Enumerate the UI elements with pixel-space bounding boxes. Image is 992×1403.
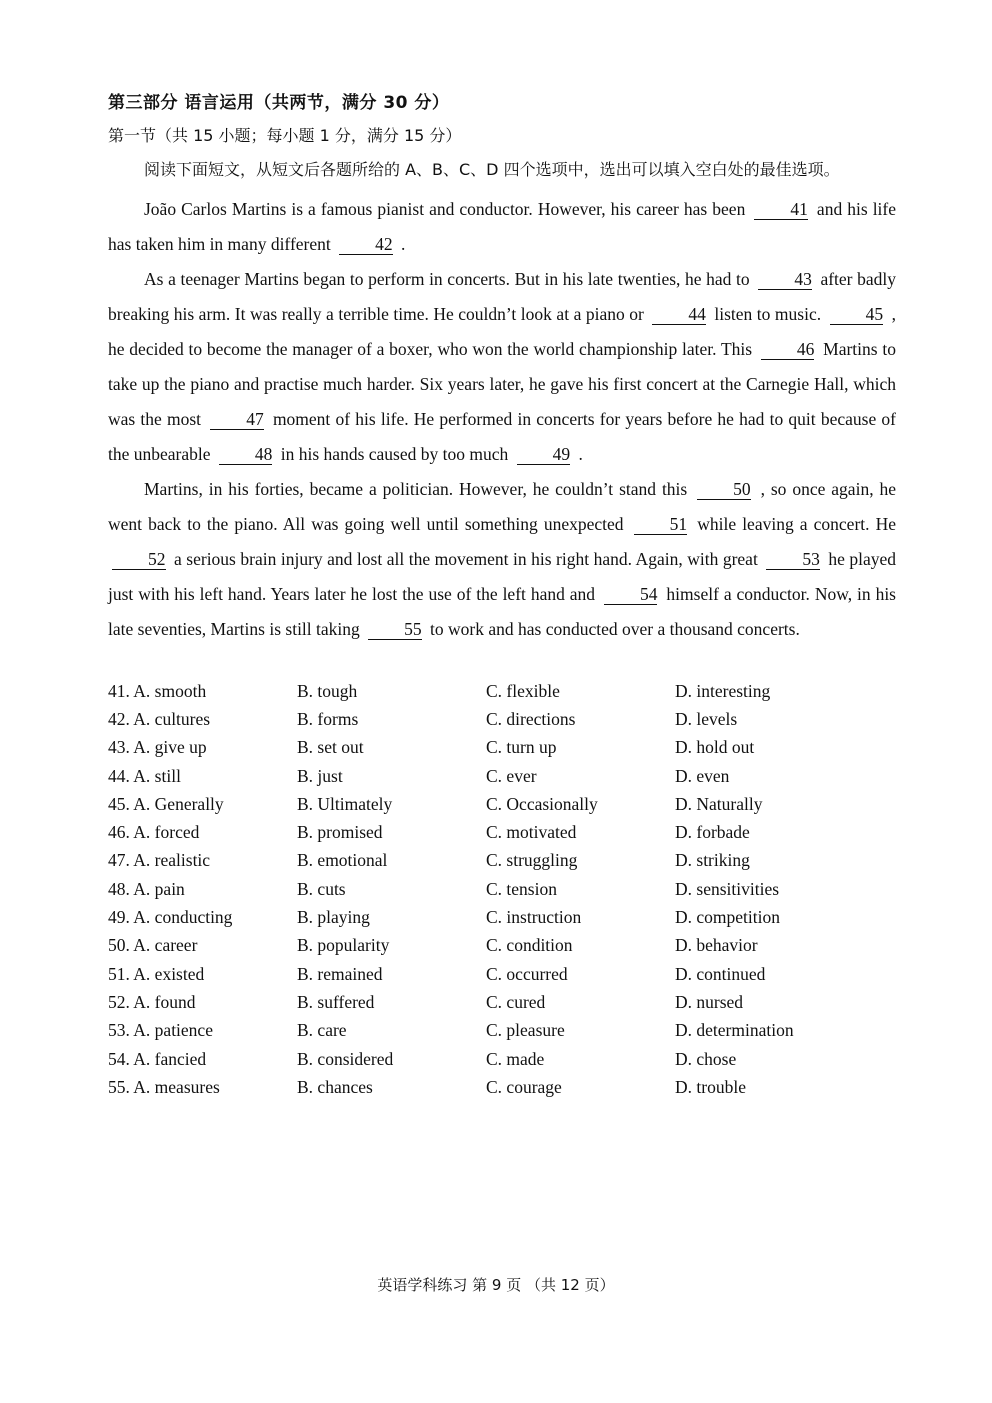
blank-55: 55 xyxy=(368,619,422,640)
option-c: C. flexible xyxy=(486,680,560,701)
option-a: 50. A. career xyxy=(108,935,198,956)
option-c: C. struggling xyxy=(486,850,578,871)
option-row xyxy=(108,1017,896,1045)
passage-text: he played just with his left hand. Years later he lost the use of the left hand and xyxy=(108,549,897,604)
option-a: 51. A. existed xyxy=(108,963,205,984)
option-b: B. playing xyxy=(297,907,370,928)
option-d: D. continued xyxy=(675,963,766,984)
option-b: B. promised xyxy=(297,822,383,843)
option-b: B. forms xyxy=(297,708,359,729)
option-row xyxy=(108,677,896,705)
option-a: 55. A. measures xyxy=(108,1076,220,1097)
option-row xyxy=(108,988,896,1016)
option-row xyxy=(108,790,896,818)
option-a: 49. A. conducting xyxy=(108,907,233,928)
passage-text: and his life has taken him in many different xyxy=(108,199,897,254)
option-c: C. turn up xyxy=(486,737,557,758)
option-a: 48. A. pain xyxy=(108,878,185,899)
option-c: C. ever xyxy=(486,765,537,786)
blank-50: 50 xyxy=(697,479,751,500)
option-a: 44. A. still xyxy=(108,765,181,786)
passage-text: . xyxy=(401,234,406,254)
passage-text: Martins, in his forties, became a politician. However, he couldn’t stand this xyxy=(144,479,688,499)
option-c: C. made xyxy=(486,1048,545,1069)
passage-text: a serious brain injury and lost all the movement in his right hand. Again, with great xyxy=(174,549,758,569)
option-b: B. suffered xyxy=(297,991,375,1012)
section-title: 第三部分 语言运用（共两节，满分 30 分） xyxy=(108,93,450,113)
exam-page xyxy=(108,88,896,1101)
blank-47: 47 xyxy=(210,409,264,430)
option-b: B. popularity xyxy=(297,935,390,956)
option-a: 54. A. fancied xyxy=(108,1048,207,1069)
option-c: C. tension xyxy=(486,878,557,899)
passage-text: to work and has conducted over a thousand concerts. xyxy=(430,619,800,639)
option-c: C. instruction xyxy=(486,907,582,928)
option-row xyxy=(108,818,896,846)
option-d: D. striking xyxy=(675,850,750,871)
option-b: B. considered xyxy=(297,1048,394,1069)
blank-41: 41 xyxy=(754,199,808,220)
blank-45: 45 xyxy=(830,304,884,325)
option-b: B. tough xyxy=(297,680,358,701)
blank-44: 44 xyxy=(652,304,706,325)
blank-52: 52 xyxy=(112,549,166,570)
option-c: C. Occasionally xyxy=(486,793,598,814)
option-d: D. levels xyxy=(675,708,738,729)
option-row xyxy=(108,875,896,903)
blank-48: 48 xyxy=(219,444,273,465)
option-row xyxy=(108,734,896,762)
option-b: B. care xyxy=(297,1020,347,1041)
passage-paragraph-2 xyxy=(108,262,896,472)
option-c: C. cured xyxy=(486,991,546,1012)
option-a: 45. A. Generally xyxy=(108,793,224,814)
option-b: B. cuts xyxy=(297,878,346,899)
blank-49: 49 xyxy=(517,444,571,465)
blank-54: 54 xyxy=(604,584,658,605)
option-row xyxy=(108,932,896,960)
option-a: 52. A. found xyxy=(108,991,196,1012)
blank-51: 51 xyxy=(634,514,688,535)
option-a: 41. A. smooth xyxy=(108,680,207,701)
option-row xyxy=(108,960,896,988)
option-d: D. interesting xyxy=(675,680,771,701)
passage-text: listen to music. xyxy=(714,304,822,324)
option-b: B. Ultimately xyxy=(297,793,393,814)
passage-text: in his hands caused by too much xyxy=(280,444,509,464)
instructions: 阅读下面短文，从短文后各题所给的 A、B、C、D 四个选项中，选出可以填入空白处的最佳选项。 xyxy=(144,160,840,179)
option-c: C. motivated xyxy=(486,822,577,843)
option-d: D. trouble xyxy=(675,1076,746,1097)
option-d: D. determination xyxy=(675,1020,794,1041)
answer-options xyxy=(108,677,896,1101)
option-c: C. pleasure xyxy=(486,1020,565,1041)
subsection-title: 第一节（共 15 小题；每小题 1 分，满分 15 分） xyxy=(108,126,462,145)
option-a: 47. A. realistic xyxy=(108,850,211,871)
option-a: 46. A. forced xyxy=(108,822,200,843)
passage-text: moment of his life. He performed in concerts for years before he had to quit because of the unbearable xyxy=(108,409,896,464)
passage-text: Martins to take up the piano and practise much harder. Six years later, he gave his first concert at the Carnegie Hall, which was the most xyxy=(108,339,896,429)
passage-text: João Carlos Martins is a famous pianist and conductor. However, his career has been xyxy=(144,199,746,219)
blank-42: 42 xyxy=(339,234,393,255)
option-row xyxy=(108,1073,896,1101)
blank-43: 43 xyxy=(758,269,812,290)
option-row xyxy=(108,705,896,733)
option-c: C. occurred xyxy=(486,963,568,984)
option-d: D. Naturally xyxy=(675,793,763,814)
option-b: B. just xyxy=(297,765,343,786)
option-a: 43. A. give up xyxy=(108,737,207,758)
option-d: D. behavior xyxy=(675,935,758,956)
option-d: D. forbade xyxy=(675,822,750,843)
option-d: D. chose xyxy=(675,1048,737,1069)
option-b: B. set out xyxy=(297,737,364,758)
option-b: B. emotional xyxy=(297,850,388,871)
option-a: 42. A. cultures xyxy=(108,708,211,729)
passage-text: As a teenager Martins began to perform in concerts. But in his late twenties, he had to xyxy=(144,269,750,289)
passage-text: , he decided to become the manager of a boxer, who won the world championship later. This xyxy=(108,304,897,359)
page-footer: 英语学科练习 第 9 页 （共 12 页） xyxy=(377,1276,615,1294)
option-b: B. chances xyxy=(297,1076,373,1097)
blank-46: 46 xyxy=(761,339,815,360)
option-a: 53. A. patience xyxy=(108,1020,213,1041)
passage-text: while leaving a concert. He xyxy=(697,514,897,534)
option-d: D. even xyxy=(675,765,730,786)
option-c: C. directions xyxy=(486,708,576,729)
passage-text: himself a conductor. Now, in his late seventies, Martins is still taking xyxy=(108,584,896,639)
option-b: B. remained xyxy=(297,963,383,984)
cloze-passage xyxy=(108,192,896,647)
passage-text: . xyxy=(578,444,583,464)
passage-text: after badly breaking his arm. It was really a terrible time. He couldn’t look at a piano or xyxy=(108,269,897,324)
option-row xyxy=(108,847,896,875)
blank-53: 53 xyxy=(766,549,820,570)
passage-paragraph-1 xyxy=(108,192,896,262)
option-d: D. sensitivities xyxy=(675,878,780,899)
option-d: D. competition xyxy=(675,907,780,928)
option-row xyxy=(108,903,896,931)
passage-text: , so once again, he went back to the piano. All was going well until something unexpected xyxy=(108,479,896,534)
option-c: C. courage xyxy=(486,1076,562,1097)
option-row xyxy=(108,762,896,790)
option-d: D. hold out xyxy=(675,737,755,758)
option-row xyxy=(108,1045,896,1073)
option-d: D. nursed xyxy=(675,991,744,1012)
option-c: C. condition xyxy=(486,935,573,956)
passage-paragraph-3 xyxy=(108,472,896,647)
